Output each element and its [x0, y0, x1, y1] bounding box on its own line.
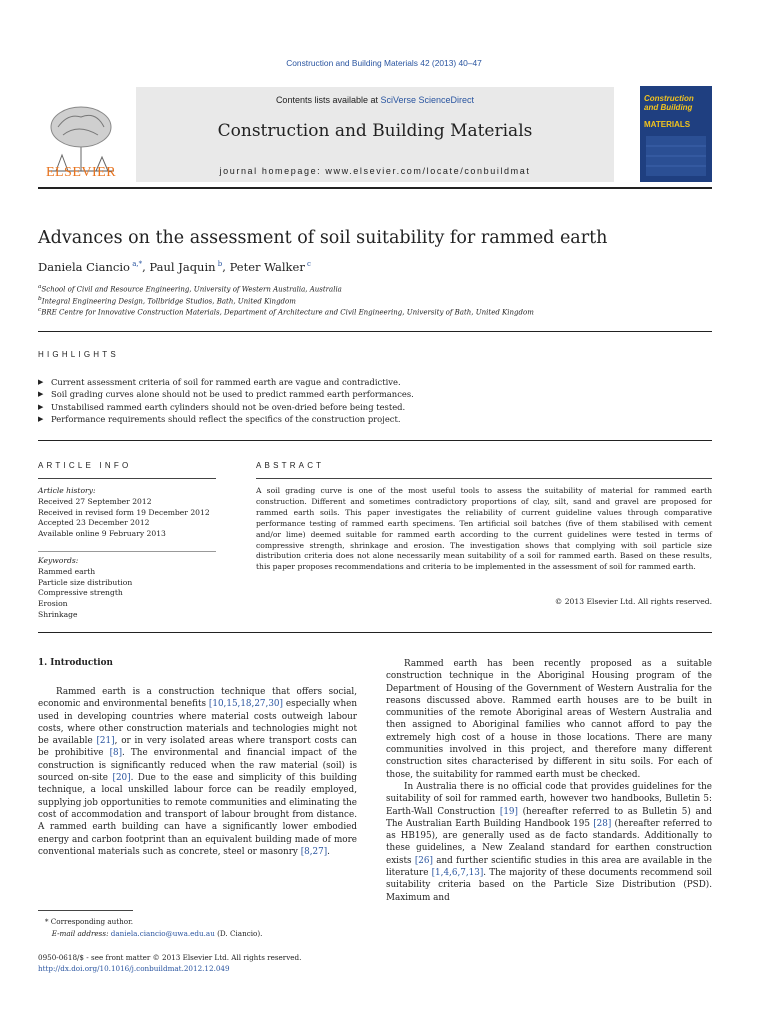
citation-link[interactable]: [10,15,18,27,30]	[208, 699, 283, 710]
corresponding-author-note: * Corresponding author.	[44, 917, 134, 926]
bullet-triangle-icon: ▶	[38, 390, 44, 399]
keywords-rule	[38, 551, 216, 552]
highlights-list	[38, 376, 712, 426]
paragraph-text: . The environmental and financial impact of the construction is significantly reduced when the raw material (soil) is sourced on-site	[38, 748, 357, 784]
history-entry: Received 27 September 2012	[38, 496, 152, 506]
citation-link[interactable]: [26]	[414, 855, 433, 866]
highlights-heading: HIGHLIGHTS	[38, 350, 119, 359]
paragraph-text: Rammed earth has been recently proposed as a suitable construction technique in the Aboriginal Housing program of the Department of Housing of the Government of Western Australia for the reasons discussed above. Rammed earth houses are to be built in communities of the remote Aboriginal areas of Western Australia and then assigned to Aboriginal families who cannot afford to pay the extremely high cost of a house in those locations. There are many communities involved in this project, and therefore many different construction sites characterised by different in situ soils. For each of those, the suitability for rammed earth must be checked.	[386, 659, 712, 780]
elsevier-wordmark: ELSEVIER	[45, 165, 117, 180]
journal-homepage-line	[136, 166, 614, 176]
abstract-copyright: © 2013 Elsevier Ltd. All rights reserved.	[554, 597, 712, 606]
paragraph-text: (hereafter referred to as Bulletin 5) and The Australian Earth Building Handbook 195	[386, 806, 712, 829]
keywords-label: Keywords:	[38, 556, 79, 565]
history-label: Article history:	[38, 486, 96, 495]
bullet-triangle-icon: ▶	[38, 415, 44, 424]
author-affil-mark[interactable]: c	[307, 260, 311, 269]
journal-title: Construction and Building Materials	[217, 121, 533, 141]
citation-link[interactable]: [21]	[96, 736, 115, 747]
author-name[interactable]: Daniela Ciancio	[38, 260, 130, 274]
homepage-prefix: journal homepage:	[219, 166, 326, 176]
citation-link[interactable]: [8,27]	[300, 846, 328, 857]
history-entry: Accepted 23 December 2012	[38, 518, 150, 528]
highlight-item: ▶ Performance requirements should reflect the specifics of the construction project.	[38, 414, 401, 425]
citation-link[interactable]: [20]	[112, 773, 131, 784]
affiliation: $^a$School of Civil and Resource Engineering, University of Western Australia, Australia	[38, 284, 342, 294]
body-paragraph	[38, 686, 357, 858]
author-name[interactable]: Paul Jaquin	[149, 260, 216, 274]
keyword: Particle size distribution	[38, 577, 133, 587]
article-history	[38, 486, 223, 540]
highlights-divider	[38, 440, 712, 441]
affiliation: $^b$Integral Engineering Design, Tollbridge Studios, Bath, United Kingdom	[38, 296, 296, 306]
history-entry: Received in revised form 19 December 2012	[38, 507, 210, 517]
journal-cover-thumbnail[interactable]	[640, 86, 712, 182]
body-column-left	[38, 686, 357, 858]
author-list: Daniela Ciancio $^{a,*}$, Paul Jaquin $^b$, Peter Walker $^c$	[38, 260, 311, 274]
body-paragraph	[386, 781, 712, 904]
paragraph-text: . Due to the ease and simplicity of this building technique, a local unskilled labour force can be readily employed, supplying job opportunities to remote communities and eliminating the cost of accommodation and transport of labour brought from distance. A rammed earth building can have a significantly lower embodied energy and carbon footprint than an equivalent building made of more conventional materials such as concrete, steel or masonry	[38, 773, 357, 857]
bullet-triangle-icon: ▶	[38, 378, 44, 386]
page-footer	[38, 952, 357, 975]
author-name[interactable]: Peter Walker	[229, 260, 305, 274]
footnote-rule	[38, 910, 133, 911]
citation-link[interactable]: [8]	[109, 748, 123, 759]
article-title: Advances on the assessment of soil suitability for rammed earth	[38, 228, 608, 248]
doi-link[interactable]: http://dx.doi.org/10.1016/j.conbuildmat.2012.12.049	[38, 964, 230, 974]
paragraph-text: .	[327, 846, 330, 857]
contents-line	[136, 95, 614, 105]
abstract-rule	[256, 478, 712, 479]
paragraph-text: , or in very isolated areas where transport costs can be prohibitive	[38, 736, 357, 759]
journal-reference-link[interactable]: Construction and Building Materials 42 (2013) 40–47	[286, 58, 482, 68]
affiliation: $^c$BRE Centre for Innovative Construction Materials, Department of Architecture and Civil Engineering, University of Bath, United Kingdom	[38, 307, 534, 317]
paragraph-text: . The majority of these documents recommend soil suitability criteria based on the Particle Size Distribution (PSD). Maximum and	[386, 868, 712, 903]
cover-title: Construction and Building	[644, 94, 694, 112]
history-entry: Available online 9 February 2013	[38, 529, 166, 539]
keywords	[38, 556, 223, 621]
article-info-rule	[38, 478, 216, 479]
highlight-item: ▶ Unstabilised rammed earth cylinders should not be oven-dried before being tested.	[38, 401, 406, 412]
highlight-item: ▶ Current assessment criteria of soil for rammed earth are vague and contradictive.	[38, 377, 401, 387]
issn-line: 0950-0618/$ - see front matter © 2013 Elsevier Ltd. All rights reserved.	[38, 953, 302, 962]
citation-link[interactable]: [1,4,6,7,13]	[431, 868, 484, 879]
body-column-right	[386, 658, 712, 904]
abstract-heading: ABSTRACT	[256, 461, 325, 470]
author-affil-mark[interactable]: a,*	[132, 260, 143, 269]
bullet-triangle-icon: ▶	[38, 402, 44, 411]
article-info-heading: ARTICLE INFO	[38, 461, 132, 470]
paragraph-text: Rammed earth is a construction technique that offers social, economic and environmental benefits	[38, 687, 357, 710]
citation-link[interactable]: [19]	[499, 806, 518, 817]
cover-pattern-icon	[646, 136, 706, 176]
highlight-item: ▶ Soil grading curves alone should not be used to predict rammed earth performances.	[38, 389, 414, 400]
paragraph-text: In Australia there is no official code that provides guidelines for the suitability of soil for rammed earth, however two handbooks, Bulletin 5: Earth-Wall Construction	[386, 781, 712, 817]
keyword: Erosion	[38, 599, 68, 609]
abstract-divider	[38, 632, 712, 633]
email-link[interactable]: daniela.ciancio@uwa.edu.au	[110, 929, 215, 938]
paragraph-text: (hereafter referred to as HB195), are generally used as de facto standards. Additionally to these guidelines, a New Zealand standard for earthen construction exists	[386, 818, 712, 866]
cover-subtitle: MATERIALS	[644, 120, 691, 129]
abstract-text: A soil grading curve is one of the most useful tools to assess the suitability of material for rammed earth construction. Different and sometimes contradictory proportions of clay, silt, sand and gravel are proposed for rammed earth soils. This paper investigates the reliability of current guideline values through comparative performance testing of rammed earth specimens. Ten artificial soil batches (five of them stabilised with cement and/or lime) deemed suitable for rammed earth according to the current guidelines were tested in terms of compressive strength, shrinkage and erosion. The investigation shows that complying with soil particle size distribution criteria does not alone necessarily mean suitability of a soil for rammed earth. Based on these results, this paper proposes recommendations and criteria to be implemented in the assessment of soil for rammed earth.	[256, 486, 712, 572]
contents-prefix: Contents lists available at	[275, 95, 381, 105]
keyword: Rammed earth	[38, 566, 96, 576]
keyword: Compressive strength	[38, 588, 123, 598]
email-note: E-mail address: daniela.ciancio@uwa.edu.au (D. Ciancio).	[51, 929, 263, 938]
paragraph-text: and further scientific studies in this area are available in the literature	[386, 855, 712, 879]
title-divider	[38, 331, 712, 332]
homepage-url-link[interactable]: www.elsevier.com/locate/conbuildmat	[325, 166, 531, 176]
author-affil-mark[interactable]: b	[217, 260, 223, 269]
body-paragraph	[386, 658, 712, 781]
section-heading: 1. Introduction	[38, 658, 113, 668]
footnote	[38, 916, 357, 940]
paragraph-text: especially when used in developing countries where material costs outweigh labour costs, where other construction materials and technologies might not be available	[38, 699, 357, 747]
keyword: Shrinkage	[38, 609, 78, 619]
sciencedirect-link[interactable]: SciVerse ScienceDirect	[380, 95, 475, 105]
citation-link[interactable]: [28]	[593, 818, 612, 829]
header-divider	[38, 187, 712, 189]
